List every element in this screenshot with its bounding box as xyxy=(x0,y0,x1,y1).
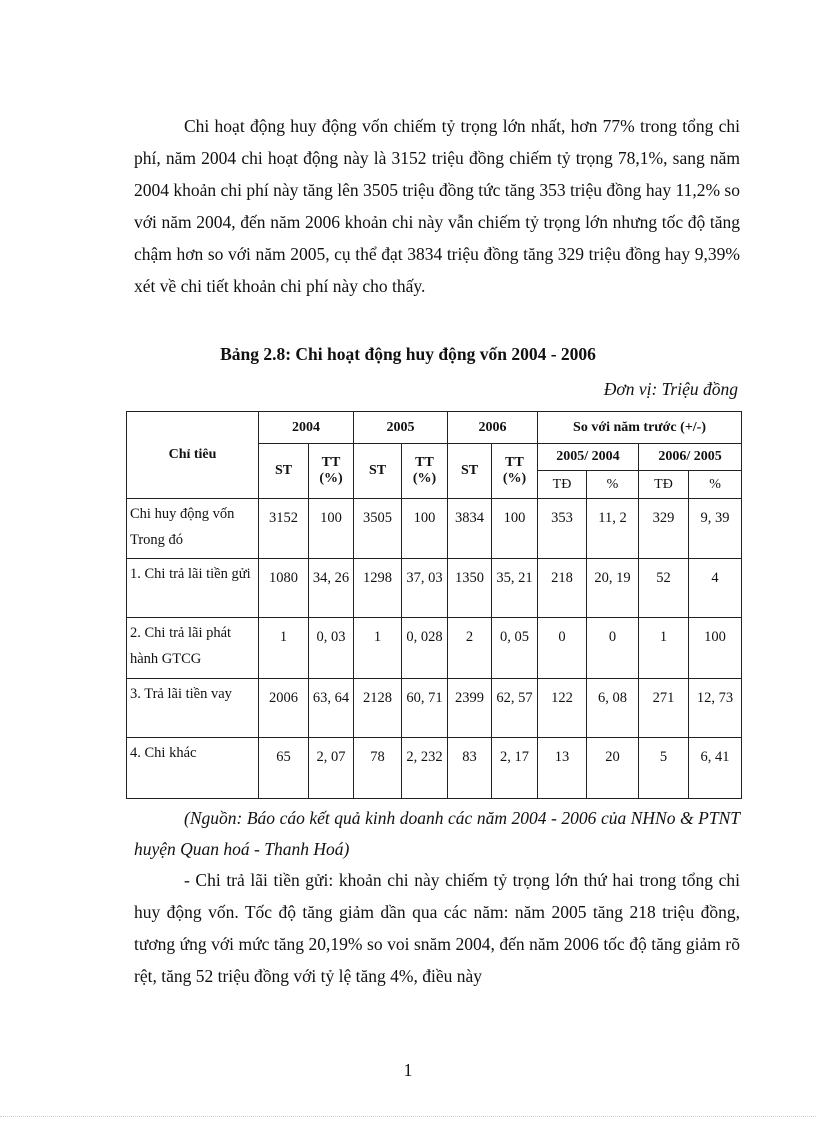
table-row xyxy=(127,559,742,618)
page-number: 1 xyxy=(403,1060,413,1080)
cell-pct2: 12, 73 xyxy=(689,679,742,738)
row-label: 3. Trả lãi tiền vay xyxy=(127,679,259,738)
header-tt: TT (%) xyxy=(492,444,538,499)
header-period-2005-2004: 2005/ 2004 xyxy=(538,444,639,471)
cell-tt04: 0, 03 xyxy=(309,618,354,679)
cell-st06: 2399 xyxy=(448,679,492,738)
cell-tt06: 35, 21 xyxy=(492,559,538,618)
cell-td2: 329 xyxy=(639,499,689,559)
header-st: ST xyxy=(448,444,492,499)
row-label: Chi huy động vốn Trong đó xyxy=(127,499,259,559)
cell-tt05: 37, 03 xyxy=(402,559,448,618)
cell-tt06: 62, 57 xyxy=(492,679,538,738)
cell-tt06: 100 xyxy=(492,499,538,559)
cell-st06: 3834 xyxy=(448,499,492,559)
row-label: 4. Chi khác xyxy=(127,738,259,799)
capital-mobilization-table xyxy=(126,411,742,799)
header-period-2006-2005: 2006/ 2005 xyxy=(639,444,742,471)
header-2005: 2005 xyxy=(354,412,448,444)
cell-st04: 1080 xyxy=(259,559,309,618)
cell-tt06: 0, 05 xyxy=(492,618,538,679)
cell-td2: 5 xyxy=(639,738,689,799)
cell-st04: 2006 xyxy=(259,679,309,738)
cell-pct2: 100 xyxy=(689,618,742,679)
cell-td1: 13 xyxy=(538,738,587,799)
cell-tt04: 2, 07 xyxy=(309,738,354,799)
cell-tt05: 100 xyxy=(402,499,448,559)
footer-divider xyxy=(0,1116,816,1117)
cell-st04: 1 xyxy=(259,618,309,679)
header-pct: % xyxy=(689,471,742,499)
cell-td1: 0 xyxy=(538,618,587,679)
table-row xyxy=(127,618,742,679)
cell-pct1: 6, 08 xyxy=(587,679,639,738)
header-indicator: Chỉ tiêu xyxy=(127,412,259,499)
header-tt: TT (%) xyxy=(402,444,448,499)
cell-tt05: 60, 71 xyxy=(402,679,448,738)
row-label: 1. Chi trả lãi tiền gửi xyxy=(127,559,259,618)
cell-st05: 1298 xyxy=(354,559,402,618)
header-st: ST xyxy=(259,444,309,499)
cell-tt04: 34, 26 xyxy=(309,559,354,618)
table-row xyxy=(127,679,742,738)
cell-tt04: 100 xyxy=(309,499,354,559)
row-label: 2. Chi trả lãi phát hành GTCG xyxy=(127,618,259,679)
header-2004: 2004 xyxy=(259,412,354,444)
cell-pct2: 4 xyxy=(689,559,742,618)
cell-st05: 78 xyxy=(354,738,402,799)
header-td: TĐ xyxy=(538,471,587,499)
table-row xyxy=(127,499,742,559)
cell-td2: 52 xyxy=(639,559,689,618)
source-note: (Nguồn: Báo cáo kết quả kinh doanh các năm 2004 - 2006 của NHNo & PTNT huyện Quan hoá - Thanh Hoá) xyxy=(134,808,740,859)
header-compare: So với năm trước (+/-) xyxy=(538,412,742,444)
cell-td2: 1 xyxy=(639,618,689,679)
cell-st05: 1 xyxy=(354,618,402,679)
cell-st06: 1350 xyxy=(448,559,492,618)
cell-tt06: 2, 17 xyxy=(492,738,538,799)
cell-tt04: 63, 64 xyxy=(309,679,354,738)
cell-st04: 65 xyxy=(259,738,309,799)
cell-pct1: 0 xyxy=(587,618,639,679)
table-row xyxy=(127,738,742,799)
unit-label: Đơn vị: Triệu đồng xyxy=(603,379,738,399)
header-tt: TT (%) xyxy=(309,444,354,499)
paragraph-intro: Chi hoạt động huy động vốn chiếm tỷ trọng lớn nhất, hơn 77% trong tổng chi phí, năm 2004 chi hoạt động này là 3152 triệu đồng chiếm tỷ trọng 78,1%, sang năm 2004 khoản chi phí này tăng lên 3505 triệu đồng tức tăng 353 triệu đồng hay 11,2% so với năm 2004, đến năm 2006 khoản chi này vẫn chiếm tỷ trọng lớn nhưng tốc độ tăng chậm hơn so với năm 2005, cụ thể đạt 3834 triệu đồng tăng 329 triệu đồng hay 9,39% xét về chi tiết khoản chi phí này cho thấy. xyxy=(134,116,740,296)
cell-td1: 122 xyxy=(538,679,587,738)
cell-tt05: 2, 232 xyxy=(402,738,448,799)
cell-td2: 271 xyxy=(639,679,689,738)
cell-pct1: 11, 2 xyxy=(587,499,639,559)
cell-st05: 2128 xyxy=(354,679,402,738)
header-pct: % xyxy=(587,471,639,499)
cell-st05: 3505 xyxy=(354,499,402,559)
cell-pct2: 9, 39 xyxy=(689,499,742,559)
cell-td1: 353 xyxy=(538,499,587,559)
cell-td1: 218 xyxy=(538,559,587,618)
cell-pct2: 6, 41 xyxy=(689,738,742,799)
cell-tt05: 0, 028 xyxy=(402,618,448,679)
cell-st04: 3152 xyxy=(259,499,309,559)
header-2006: 2006 xyxy=(448,412,538,444)
cell-pct1: 20 xyxy=(587,738,639,799)
table-title: Bảng 2.8: Chi hoạt động huy động vốn 2004 - 2006 xyxy=(220,344,596,364)
header-td: TĐ xyxy=(639,471,689,499)
cell-pct1: 20, 19 xyxy=(587,559,639,618)
cell-st06: 83 xyxy=(448,738,492,799)
cell-st06: 2 xyxy=(448,618,492,679)
paragraph-deposit-interest: - Chi trả lãi tiền gửi: khoản chi này chiếm tỷ trọng lớn thứ hai trong tổng chi huy động vốn. Tốc độ tăng giảm dần qua các năm: năm 2005 tăng 218 triệu đồng, tương ứng với mức tăng 20,19% so voi snăm 2004, đến năm 2006 tốc độ tăng giảm rõ rệt, tăng 52 triệu đồng với tỷ lệ tăng 4%, điều này xyxy=(134,870,740,986)
header-st: ST xyxy=(354,444,402,499)
